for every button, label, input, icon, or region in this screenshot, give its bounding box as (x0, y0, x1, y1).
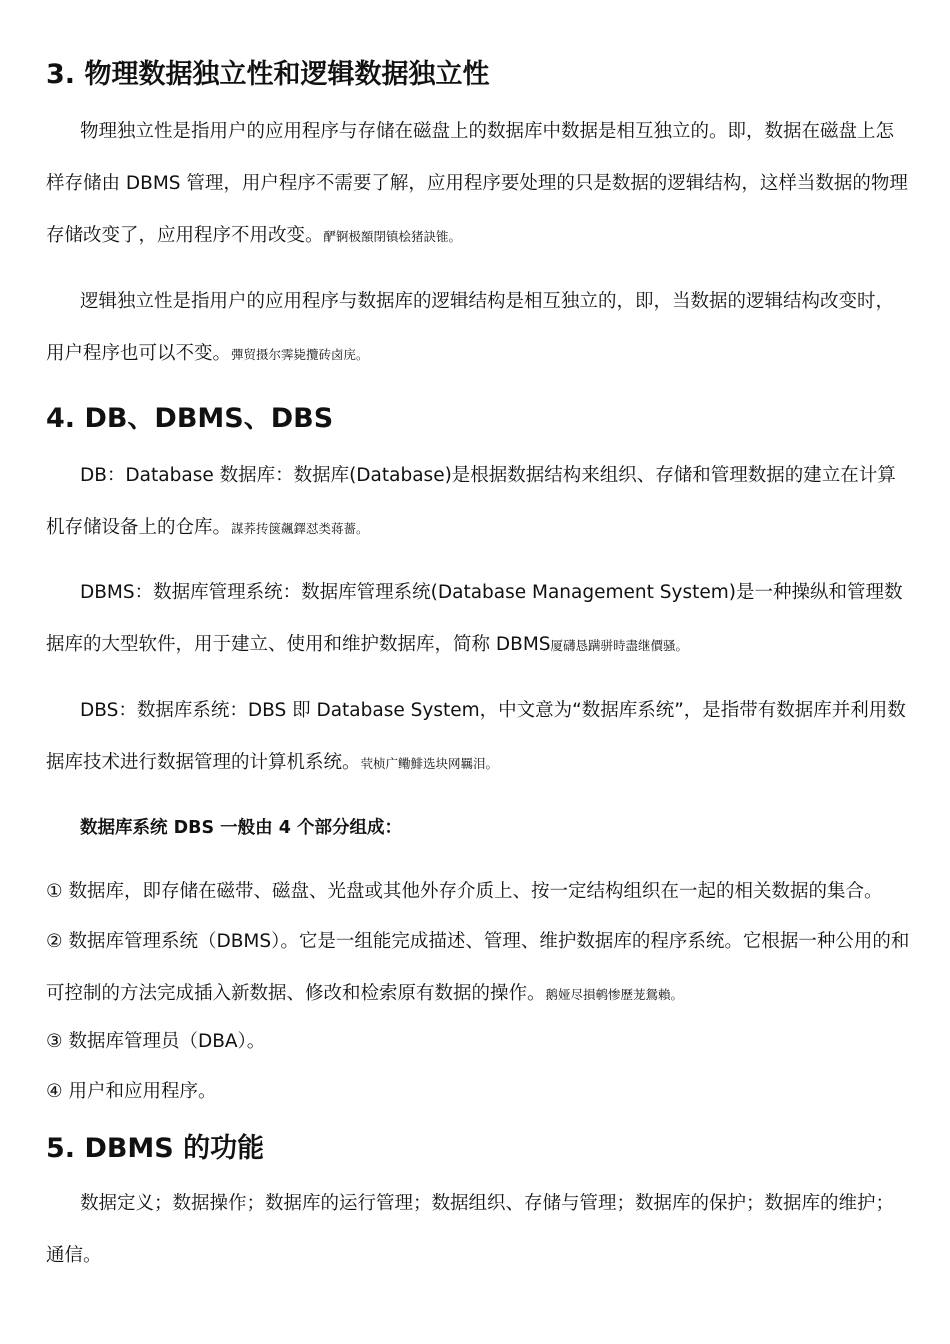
paragraph-tail: 謀荞抟箧飆鐸怼类蒋薔。 (231, 521, 369, 536)
paragraph-text: 物理独立性是指用户的应用程序与存储在磁盘上的数据库中数据是相互独立的。即，数据在磁盘上怎样存储由 DBMS 管理，用户程序不需要了解，应用程序要处理的只是数据的逻辑结构，这样当数据的物理存储改变了，应用程序不用改变。 (46, 121, 908, 246)
list-item-text: ② 数据库管理系统（DBMS）。它是一组能完成描述、管理、维护数据库的程序系统。它根据一种公用的和可控制的方法完成插入新数据、修改和检索原有数据的操作。 (46, 931, 910, 1004)
paragraph-db (46, 450, 912, 555)
heading-section-5: 5. DBMS 的功能 (46, 1133, 265, 1164)
paragraph-tail: 厦礴恳蹒骈時盡继價骚。 (550, 638, 689, 653)
paragraph-tail: 彈贸摄尔霁毙攬砖卤庑。 (231, 347, 369, 362)
paragraph-text: DBMS：数据库管理系统：数据库管理系统(Database Management System)是一种操纵和管理数据库的大型软件，用于建立、使用和维护数据库，简称 DBMS (46, 582, 903, 655)
list-item-tail: 鹅娅尽損鹌惨歷茏鴛賴。 (545, 987, 684, 1002)
paragraph-tail: 酽锕极額閉镇桧猪訣锥。 (323, 229, 462, 244)
paragraph-text: DB：Database 数据库：数据库(Database)是根据数据结构来组织、存储和管理数据的建立在计算机存储设备上的仓库。 (46, 465, 896, 538)
paragraph-text: DBS：数据库系统：DBS 即 Database System，中文意为“数据库系统”，是指带有数据库并利用数据库技术进行数据管理的计算机系统。 (46, 700, 906, 773)
list-item (46, 916, 912, 1021)
paragraph-logical-independence (46, 276, 912, 381)
heading-section-3: 3. 物理数据独立性和逻辑数据独立性 (46, 59, 490, 90)
list-item: ③ 数据库管理员（DBA）。 (46, 1031, 266, 1052)
dbs-components-label: 数据库系统 DBS 一般由 4 个部分组成： (80, 818, 403, 838)
list-item: ① 数据库，即存储在磁带、磁盘、光盘或其他外存介质上、按一定结构组织在一起的相关数据的集合。 (46, 881, 883, 902)
paragraph-tail: 茕桢广鳓鯡选块网羈泪。 (360, 756, 499, 771)
paragraph-dbms (46, 567, 912, 672)
paragraph-physical-independence (46, 106, 912, 263)
paragraph-text: 逻辑独立性是指用户的应用程序与数据库的逻辑结构是相互独立的，即，当数据的逻辑结构改变时，用户程序也可以不变。 (46, 291, 895, 364)
list-item: ④ 用户和应用程序。 (46, 1081, 217, 1102)
paragraph-dbms-functions: 数据定义；数据操作；数据库的运行管理；数据组织、存储与管理；数据库的保护；数据库的维护；通信。 (46, 1193, 895, 1266)
paragraph-dbs (46, 685, 912, 790)
heading-section-4: 4. DB、DBMS、DBS (46, 403, 334, 434)
